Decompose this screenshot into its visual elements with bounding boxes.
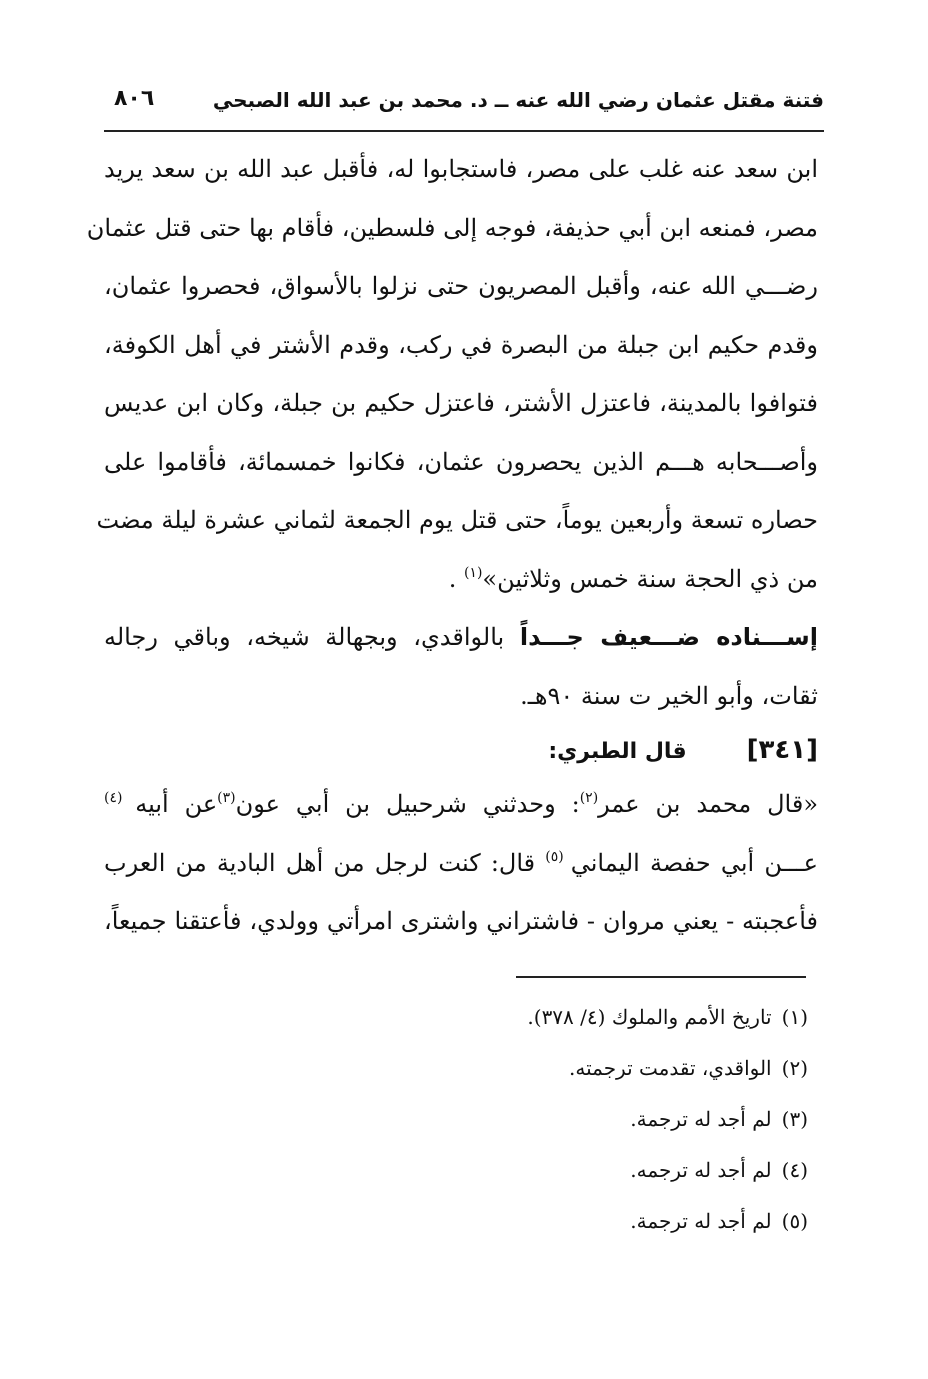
footnote-text: لم أجد له ترجمة. — [630, 1107, 772, 1131]
footnote-ref-5: (٥) — [545, 848, 571, 865]
isnad-grade: إســـناده ضـــعيف جـــداً — [519, 623, 818, 651]
quote-part-c: عن أبيه — [135, 790, 218, 818]
footnote-ref-3: (٣) — [217, 790, 236, 806]
footnote-number: (١) — [781, 1005, 808, 1029]
footnote-number: (٢) — [781, 1056, 808, 1080]
text-line — [104, 775, 818, 834]
text-line — [104, 550, 818, 609]
footnote-text: تاريخ الأمم والملوك (٤/ ٣٧٨). — [527, 1005, 772, 1029]
footnotes — [527, 992, 808, 1247]
footnote-number: (٤) — [781, 1158, 808, 1182]
quote-part-b: : وحدثني شرحبيل بن أبي عون — [235, 790, 580, 818]
quote-end-text: من ذي الحجة سنة خمس وثلاثين» — [482, 564, 818, 593]
footnote-item — [527, 992, 808, 1043]
text-line: ثقات، وأبو الخير ت سنة ٩٠هـ. — [520, 681, 818, 710]
footnote-text: الواقدي، تقدمت ترجمته. — [569, 1056, 772, 1080]
text-line: حصاره تسعة وأربعين يوماً، حتى قتل يوم الجمعة لثماني عشرة ليلة مضت — [96, 506, 818, 534]
narration-number: [٣٤١] — [746, 735, 818, 765]
text-line: فتوافوا بالمدينة، فاعتزل الأشتر، فاعتزل حكيم بن جبلة، وكان ابن عديس — [104, 389, 819, 417]
text-line — [104, 834, 818, 893]
footnote-item — [527, 1043, 808, 1094]
footnote-number: (٥) — [781, 1209, 808, 1233]
line-end-punct: . — [448, 564, 464, 593]
page-header — [104, 84, 824, 124]
text-line: وقدم حكيم ابن جبلة من البصرة في ركب، وقدم الأشتر في أهل الكوفة، — [104, 330, 818, 359]
running-title: فتنة مقتل عثمان رضي الله عنه ــ د. محمد بن عبد الله الصبحي — [212, 88, 824, 112]
isnad-line — [104, 608, 818, 667]
text-line: ابن سعد عنه غلب على مصر، فاستجابوا له، فأقبل عبد الله بن سعد يريد — [104, 155, 819, 183]
footnote-text: لم أجد له ترجمه. — [630, 1158, 772, 1182]
page-number: ٨٠٦ — [114, 86, 155, 111]
isnad-rest: بالواقدي، وبجهالة شيخه، وباقي رجاله — [104, 623, 520, 651]
footnote-divider — [516, 976, 806, 978]
footnote-number: (٣) — [781, 1107, 808, 1131]
heading-title: قال الطبري: — [548, 739, 687, 764]
header-divider — [104, 130, 824, 132]
text-line: مصر، فمنعه ابن أبي حذيفة، فوجه إلى فلسطين، فأقام بها حتى قتل عثمان — [86, 213, 818, 242]
text-line: فأعجبته - يعني مروان - فاشتراني واشترى امرأتي وولدي، فأعتقنا جميعاً، — [104, 907, 818, 935]
footnote-item — [527, 1196, 808, 1247]
line13-part-a: عـــن أبي حفصة اليماني — [570, 848, 819, 877]
footnote-item — [527, 1145, 808, 1196]
section-heading — [104, 725, 818, 775]
quote-part-a: «قال محمد بن عمر — [598, 790, 819, 818]
footnote-item — [527, 1094, 808, 1145]
footnote-ref-2: (٢) — [579, 790, 599, 806]
main-text — [86, 140, 819, 951]
text-line: رضـــي الله عنه، وأقبل المصريون حتى نزلوا بالأسواق، فحصروا عثمان، — [104, 272, 818, 300]
footnote-text: لم أجد له ترجمة. — [630, 1209, 772, 1233]
line13-part-b: قال: كنت لرجل من أهل البادية من العرب — [104, 848, 546, 877]
footnote-ref-4: (٤) — [104, 790, 136, 806]
footnote-ref-1: (١) — [463, 564, 483, 581]
text-line: وأصـــحابه هـــم الذين يحصرون عثمان، فكانوا خمسمائة، فأقاموا على — [104, 447, 818, 476]
